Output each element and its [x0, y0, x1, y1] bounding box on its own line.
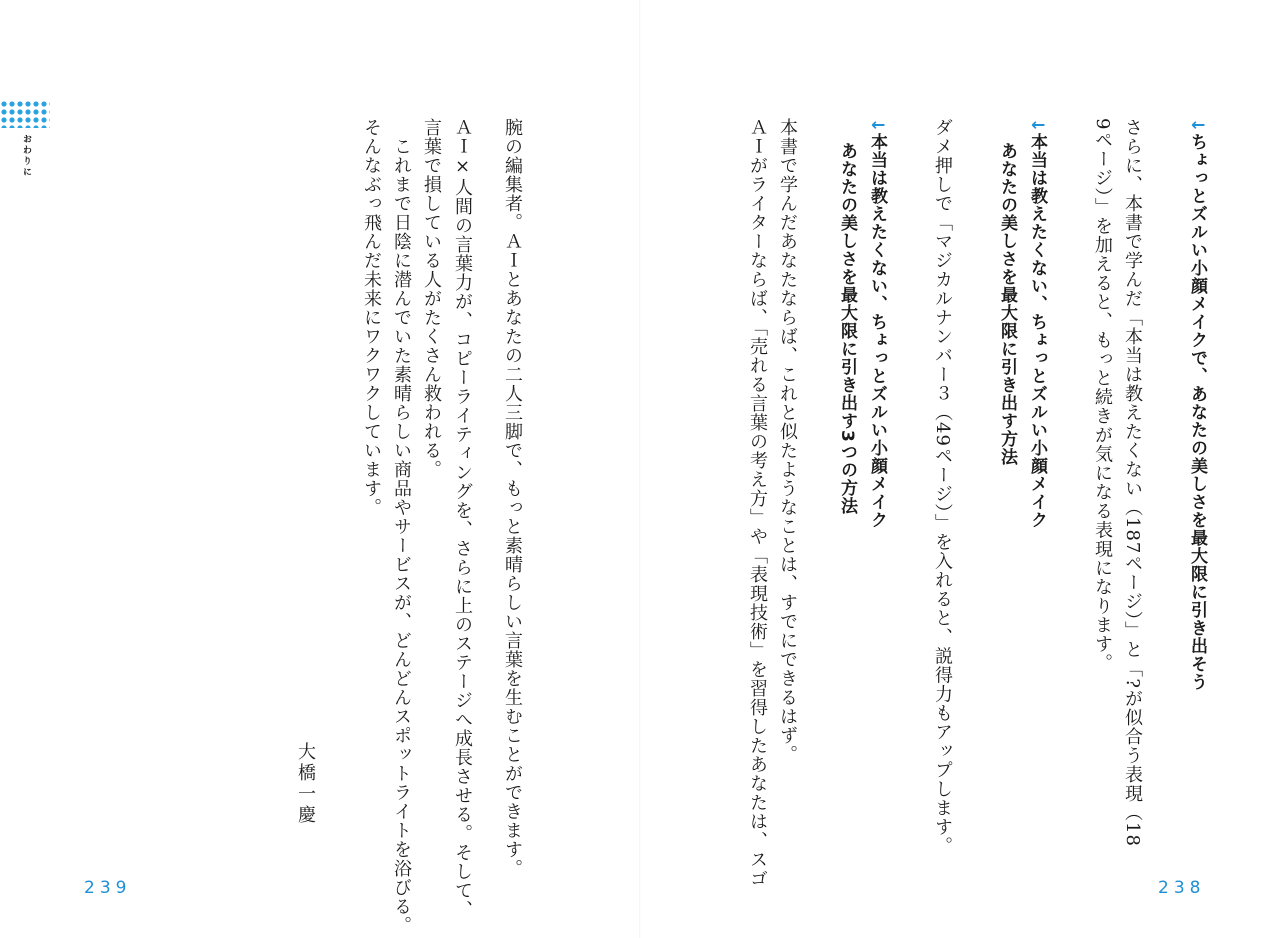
arrow-down-icon: ↓ — [867, 118, 887, 134]
body-line-1: 腕の編集者。ＡＩとあなたの二人三脚で、もっと素晴らしい言葉を生むことができます。 — [502, 118, 523, 878]
dot-pattern-decoration — [0, 100, 50, 128]
arrow-down-icon: ↓ — [1187, 118, 1207, 134]
heading-3-line-1-text: 本当は教えたくない、ちょっとズルい小顔メイク — [867, 133, 887, 530]
body-line-4: これまで日陰に潜んでいた素晴らしい商品やサービスが、どんどんスポットライトを浴びる。 — [391, 118, 412, 935]
body-line-2: ＡＩ×人間の言葉力が、コピーライティングを、さらに上のステージへ成長させる。そして、 — [452, 118, 473, 919]
para-3-line-1: 本書で学んだあなたならば、これと似たようなことは、すでにできるはず。 — [777, 118, 798, 764]
page-number: 238 — [1158, 878, 1206, 898]
heading-2-line-1-text: 本当は教えたくない、ちょっとズルい小顔メイク — [1027, 133, 1047, 530]
para-2-line-1: ダメ押しで「マジカルナンバー３（49ページ）」を入れると、説得力もアップします。 — [932, 118, 953, 856]
para-3-line-2: ＡＩがライターならば、「売れる言葉の考え方」や「表現技術」を習得したあなたは、スゴ — [747, 118, 768, 888]
example-heading-2-line-1 — [1025, 118, 1049, 878]
right-page — [640, 0, 1280, 938]
example-heading-2-line-2: あなたの美しさを最大限に引き出す方法 — [997, 142, 1017, 466]
example-heading-3-line-2: あなたの美しさを最大限に引き出す3つの方法 — [837, 142, 857, 515]
body-line-5: そんなぶっ飛んだ未来にワクワクしています。 — [361, 118, 382, 517]
section-heading-1 — [1185, 118, 1209, 878]
heading-1-text: ちょっとズルい小顔メイクで、あなたの美しさを最大限に引き出そう — [1187, 133, 1207, 692]
para-1-line-1: さらに、本書で学んだ「本当は教えたくない（187ページ）」と「?が似合う表現（18 — [1122, 118, 1143, 847]
section-label: おわりに — [21, 134, 31, 178]
arrow-down-icon: ↓ — [1027, 118, 1047, 134]
example-heading-3-line-1 — [865, 118, 889, 878]
author-name: 大橋一慶 — [295, 742, 316, 826]
page-number: 239 — [84, 878, 132, 898]
para-1-line-2: 9ページ）」を加えると、もっと続きが気になる表現になります。 — [1092, 118, 1113, 673]
body-line-3: 言葉で損している人がたくさん救われる。 — [421, 118, 442, 479]
